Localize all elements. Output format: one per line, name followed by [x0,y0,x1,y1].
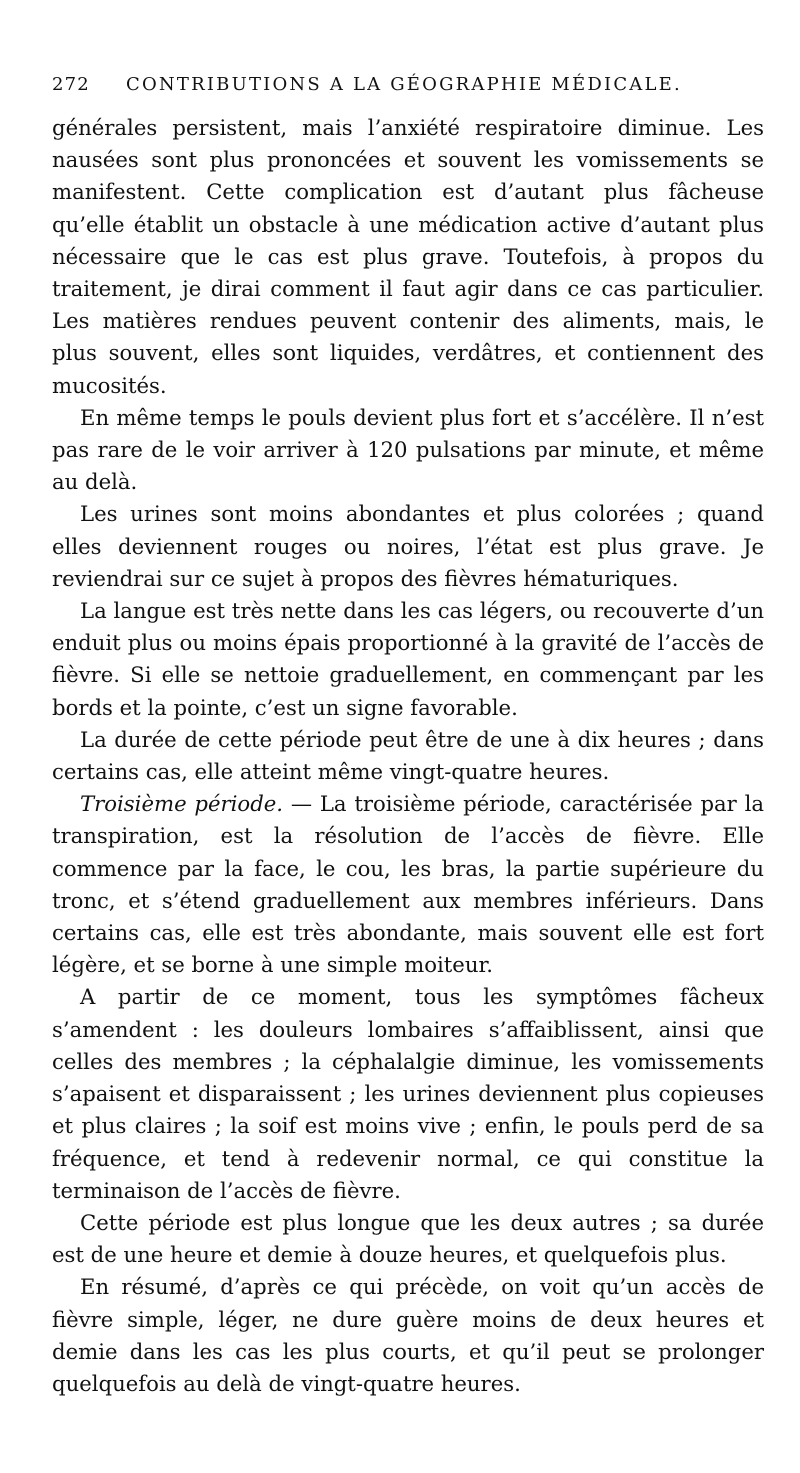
paragraph-duration: La durée de cette période peut être de une à dix heures ; dans certains cas, elle atteint même vingt-quatre heures. [52,726,764,785]
page-body [52,112,764,1400]
paragraph-urine: Les urines sont moins abondantes et plus colorées ; quand elles deviennent rouges ou noires, l’état est plus grave. Je reviendrai sur ce sujet à propos des fièvres hématuriques. [52,501,764,591]
page-number: 272 [52,74,90,95]
paragraph-pulse: En même temps le pouls devient plus fort et s’accélère. Il n’est pas rare de le voir arriver à 120 pulsations par minute, et même au delà. [52,404,764,495]
running-head [52,74,762,100]
paragraph-summary: En résumé, d’après ce qui précède, on voit qu’un accès de fièvre simple, léger, ne dure guère moins de deux heures et demie dans les cas les plus courts, et qu’il peut se prolonger quelquefois au delà de vingt-quatre heures. [52,1274,764,1396]
running-title: CONTRIBUTIONS A LA GÉOGRAPHIE MÉDICALE. [126,74,682,95]
third-period-heading: Troisième période. [80,791,284,817]
paragraph-third-duration: Cette période est plus longue que les deux autres ; sa durée est de une heure et demie à douze heures, et quelquefois plus. [52,1209,764,1268]
third-period-text: — La troisième période, caractérisée par la transpiration, est la résolution de l’accès de fièvre. Elle commence par la face, le cou, les bras, la partie supérieure du tronc, et s’étend graduellement aux membres inférieurs. Dans certains cas, elle est très abondante, mais souvent elle est fort légère, et se borne à une simple moiteur. [52,791,764,978]
paragraph-continuation: générales persistent, mais l’anxiété respiratoire diminue. Les nausées sont plus prononcées et souvent les vomissements se manifestent. Cette complication est d’autant plus fâcheuse qu’elle établit un obstacle à une médication active d’autant plus nécessaire que le cas est plus grave. Toutefois, à propos du traitement, je dirai comment il faut agir dans ce cas particulier. Les matières rendues peuvent contenir des aliments, mais, le plus souvent, elles sont liquides, verdâtres, et contiennent des mucosités. [52,115,764,398]
paragraph-tongue: La langue est très nette dans les cas légers, ou recouverte d’un enduit plus ou moins épais proportionné à la gravité de l’accès de fièvre. Si elle se nettoie graduellement, en commençant par les bords et la pointe, c’est un signe favorable. [52,598,764,720]
paragraph-third-period [52,788,764,981]
paragraph-symptoms-improve: A partir de ce moment, tous les symptômes fâcheux s’amendent : les douleurs lombaires s’affaiblissent, ainsi que celles des membres ; la céphalalgie diminue, les vomissements s’apaisent et disparaissent ; les urines deviennent plus copieuses et plus claires ; la soif est moins vive ; enfin, le pouls perd de sa fréquence, et tend à redevenir normal, ce qui constitue la terminaison de l’accès de fièvre. [52,984,764,1203]
